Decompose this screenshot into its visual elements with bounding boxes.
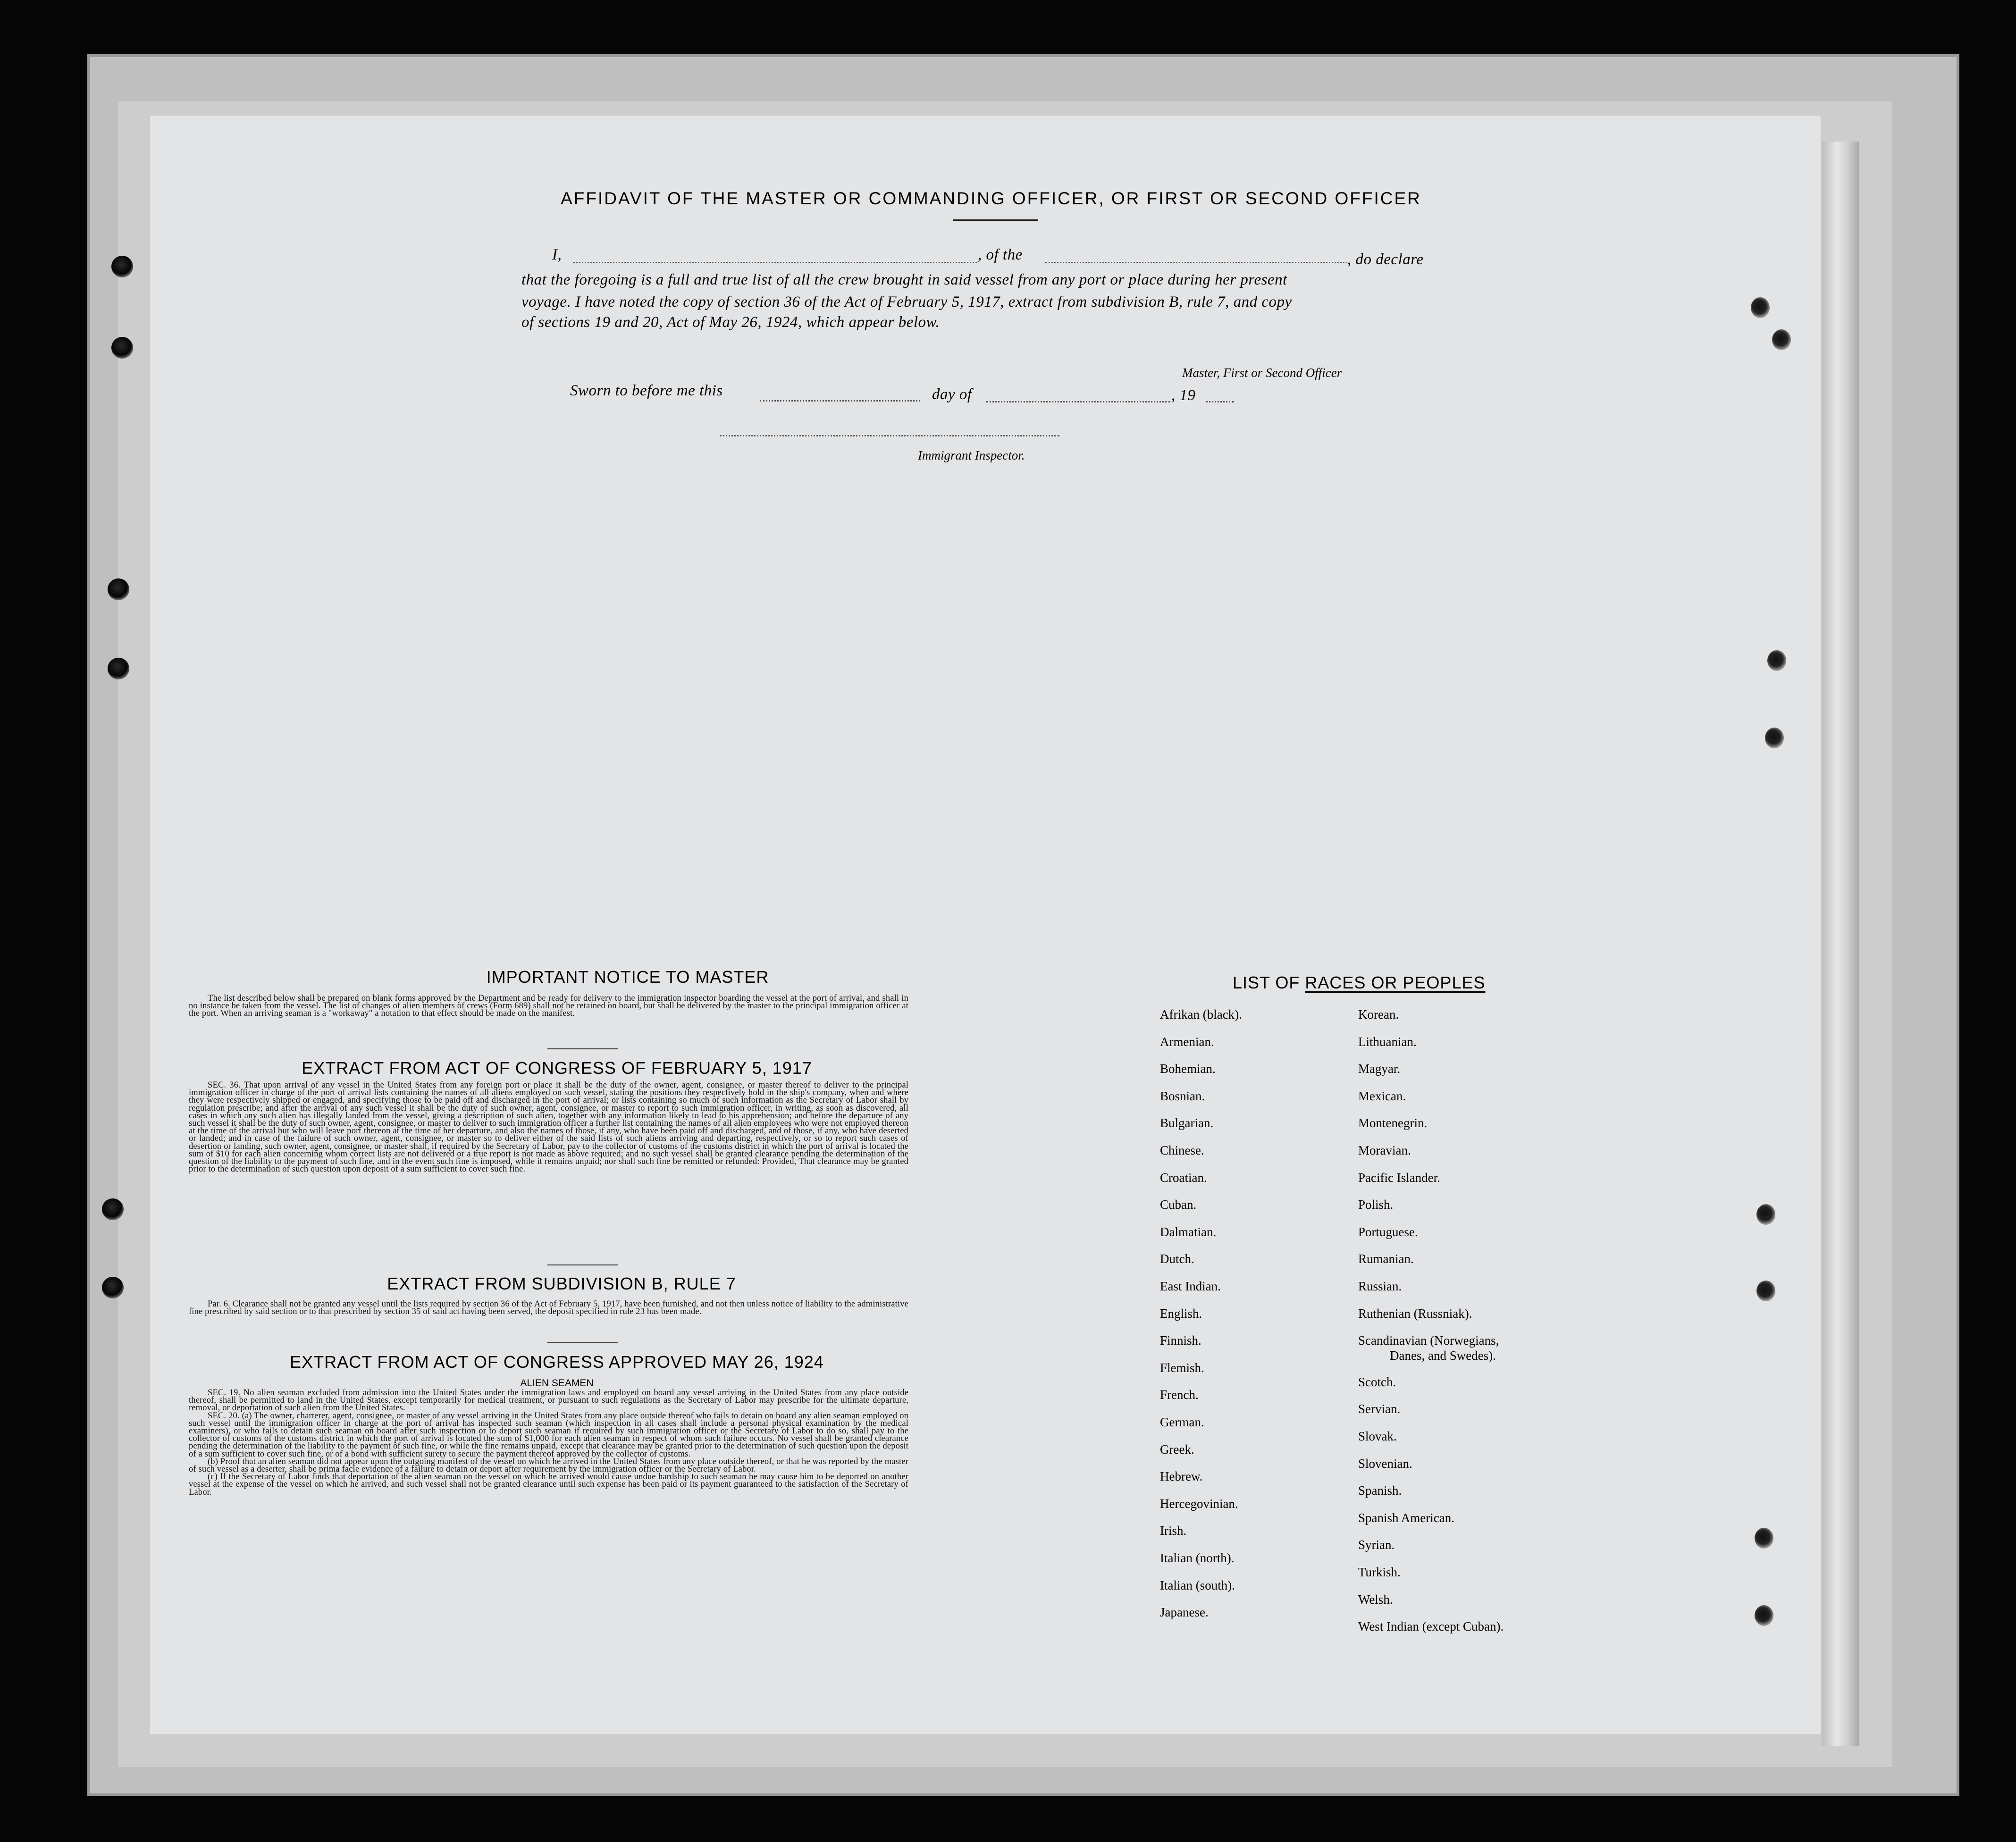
race-left-item: Cuban. (1160, 1197, 1197, 1212)
binder-hole (111, 337, 133, 359)
binder-hole (1756, 1281, 1775, 1301)
affidavit-title: AFFIDAVIT OF THE MASTER OR COMMANDING OFFICER, OR FIRST OR SECOND OFFICER (561, 189, 1421, 208)
sec20b-paragraph: (b) Proof that an alien seaman did not appear upon the outgoing manifest of the vessel on which he arrived in the United States from any place outside thereof, or that he was reported by the master of such vessel as a deserter, shall be prima facie evidence of a failure to detain or deport after requirement by the immigration officer or the Secretary of Labor. (189, 1457, 908, 1474)
binder-hole (1755, 1528, 1773, 1549)
binder-hole (102, 1198, 124, 1220)
race-right-item: Montenegrin. (1358, 1116, 1428, 1130)
race-right-item: Portuguese. (1358, 1225, 1418, 1239)
race-left-item: Greek. (1160, 1442, 1194, 1457)
race-left-item: Japanese. (1160, 1605, 1209, 1619)
race-left-item: English. (1160, 1306, 1202, 1321)
race-left-item: Bulgarian. (1160, 1116, 1214, 1130)
title-underline (953, 219, 1038, 221)
race-right-item: West Indian (except Cuban). (1358, 1619, 1504, 1633)
race-left-item: Dutch. (1160, 1252, 1194, 1266)
inspector-blank[interactable] (720, 435, 1059, 436)
race-right-item: Scotch. (1358, 1375, 1396, 1389)
race-left-item: Dalmatian. (1160, 1225, 1217, 1239)
declaration-line-2: that the foregoing is a full and true list of all the crew brought in said vessel from any port or place during her present (521, 271, 1287, 288)
race-left-item: Italian (north). (1160, 1551, 1235, 1565)
race-right-item: Servian. (1358, 1402, 1401, 1416)
race-left-item: Hercegovinian. (1160, 1497, 1238, 1511)
race-right-item: Korean. (1358, 1007, 1399, 1021)
race-right-item: Pacific Islander. (1358, 1171, 1440, 1185)
races-title-underlined: RACES OR PEOPLES (1305, 973, 1486, 992)
stacked-page-edges (1822, 142, 1859, 1746)
race-left-item: French. (1160, 1388, 1199, 1402)
sworn-label: Sworn to before me this (570, 382, 723, 399)
races-title-prefix: LIST OF (1233, 973, 1305, 992)
race-right-item: Slovenian. (1358, 1457, 1412, 1471)
race-left-item: German. (1160, 1415, 1204, 1429)
race-right-item: Ruthenian (Russniak). (1358, 1306, 1472, 1321)
day-blank[interactable] (760, 400, 920, 402)
race-left-item: Afrikan (black). (1160, 1007, 1242, 1021)
race-left-item: Chinese. (1160, 1143, 1204, 1157)
extract-rule7-title: EXTRACT FROM SUBDIVISION B, RULE 7 (387, 1274, 736, 1293)
race-right-item: Rumanian. (1358, 1252, 1414, 1266)
section-divider (547, 1048, 618, 1049)
notice-paragraph: The list described below shall be prepared on blank forms approved by the Department and be ready for delivery to the immigration inspector boarding the vessel at the port of arrival, and shall in no instance be taken from the vessel. The list of changes of alien members of crews (Form 689) shall not be retained on board, but shall be delivered by the master to the principal immigration officer at the port. When an arriving seaman is a "workaway" a notation to that effect should be made on the manifest. (189, 994, 908, 1019)
declaration-do-declare: , do declare (1347, 251, 1424, 268)
binder-hole (1765, 728, 1784, 748)
race-left-item: Irish. (1160, 1524, 1187, 1538)
binder-hole (108, 658, 129, 679)
race-right-item: Welsh. (1358, 1592, 1393, 1607)
race-left-item: East Indian. (1160, 1279, 1221, 1293)
name-blank[interactable] (573, 262, 977, 263)
binder-hole (102, 1277, 124, 1298)
extract-rule7-paragraph: Par. 6. Clearance shall not be granted any vessel until the lists required by section 36 of the Act of February 5, 1917, have been furnished, and not then unless notice of liability to the administrative fine prescribed by said section or to that prescribed by section 35 of said act having been served, the deposit specified in rule 23 has been made. (189, 1299, 908, 1317)
race-right-item: Spanish. (1358, 1483, 1402, 1498)
race-right-item: Polish. (1358, 1197, 1394, 1212)
declaration-line-3: voyage. I have noted the copy of section 36 of the Act of February 5, 1917, extract from subdivision B, rule 7, and copy (521, 293, 1292, 310)
race-left-item: Bohemian. (1160, 1062, 1216, 1076)
vessel-blank[interactable] (1045, 262, 1347, 263)
notice-body (189, 995, 908, 1018)
race-right-item: Magyar. (1358, 1062, 1401, 1076)
section-divider (547, 1342, 618, 1343)
binder-hole (1755, 1605, 1773, 1626)
extract-1924-title: EXTRACT FROM ACT OF CONGRESS APPROVED MAY 26, 1924 (290, 1352, 824, 1372)
declaration-line-4: of sections 19 and 20, Act of May 26, 1924, which appear below. (521, 314, 940, 331)
race-right-item: Syrian. (1358, 1538, 1395, 1552)
race-right-continuation: Danes, and Swedes). (1390, 1348, 1496, 1363)
alien-seamen-subtitle: ALIEN SEAMEN (520, 1378, 594, 1389)
race-right-item: Turkish. (1358, 1565, 1401, 1579)
race-right-item: Mexican. (1358, 1089, 1406, 1103)
binder-hole (1772, 329, 1791, 350)
race-right-item: Lithuanian. (1358, 1035, 1417, 1049)
race-left-item: Finnish. (1160, 1333, 1201, 1348)
sec20c-paragraph: (c) If the Secretary of Labor finds that deportation of the alien seaman on the vessel on which he arrived would cause undue hardship to such seaman he may cause him to be deported on another vessel at the expense of the vessel on which he arrived, and such vessel shall not be granted clearance until such expense has been paid or its payment guaranteed to the satisfaction of the Secretary of Labor. (189, 1472, 908, 1497)
extract-1924-body (189, 1389, 908, 1496)
binder-hole (1767, 650, 1786, 671)
race-left-item: Italian (south). (1160, 1578, 1235, 1592)
race-left-item: Armenian. (1160, 1035, 1214, 1049)
race-right-item: Slovak. (1358, 1429, 1397, 1443)
month-blank[interactable] (986, 401, 1170, 402)
extract-rule7-body (189, 1300, 908, 1315)
declaration-of-the: , of the (978, 246, 1023, 263)
sec20a-paragraph: SEC. 20. (a) The owner, charterer, agent, consignee, or master of any vessel arriving in the United States from any place outside thereof who fails to detain on board any alien seaman employed on such vessel until the immigration officer in charge at the port of arrival has inspected such seaman (which inspection in all cases shall include a personal physical examination by the medical examiners), or who fails to detain such seaman on board after such inspection or to deport such seaman if required by such immigration officer or the Secretary of Labor to do so, shall pay to the collector of customs of the customs district in which the port of arrival is located the sum of $1,000 for each alien seaman in respect of whom such failure occurs. No vessel shall be granted clearance pending the determination of the liability to the payment of such fine, or while the fine remains unpaid, except that clearance may be granted prior to the determination of such question upon the deposit of a sum sufficient to cover such fine, or of a bond with sufficient surety to secure the payment thereof approved by the collector of customs. (189, 1411, 908, 1459)
race-left-item: Hebrew. (1160, 1469, 1203, 1483)
binder-hole (108, 578, 129, 600)
inspector-label: Immigrant Inspector. (918, 448, 1025, 462)
race-left-item: Flemish. (1160, 1361, 1204, 1375)
races-list-title (1233, 973, 1486, 993)
day-of-label: day of (932, 386, 972, 403)
section-divider (547, 1264, 618, 1265)
extract-1917-body (189, 1081, 908, 1173)
binder-hole (1756, 1204, 1775, 1225)
year-blank[interactable] (1206, 401, 1234, 402)
race-left-item: Bosnian. (1160, 1089, 1205, 1103)
race-right-item: Moravian. (1358, 1143, 1411, 1157)
binder-hole (1751, 297, 1770, 318)
sec19-paragraph: SEC. 19. No alien seaman excluded from admission into the United States under the immigration laws and employed on board any vessel arriving in the United States from any place outside thereof, shall be permitted to land in the United States, except temporarily for medical treatment, or pursuant to such regulations as the Secretary of Labor may prescribe for the ultimate departure, removal, or deportation of such alien from the United States. (189, 1388, 908, 1413)
notice-title: IMPORTANT NOTICE TO MASTER (486, 967, 769, 987)
master-signature-label: Master, First or Second Officer (1182, 366, 1342, 380)
race-right-item: Russian. (1358, 1279, 1402, 1293)
declaration-i: I, (552, 246, 562, 263)
binder-hole (111, 256, 133, 277)
extract-1917-title: EXTRACT FROM ACT OF CONGRESS OF FEBRUARY 5, 1917 (302, 1058, 812, 1078)
race-right-item: Spanish American. (1358, 1511, 1454, 1525)
year-label: , 19 (1171, 387, 1196, 404)
extract-1917-paragraph: SEC. 36. That upon arrival of any vessel in the United States from any foreign port or place it shall be the duty of the owner, agent, consignee, or master thereof to deliver to the principal immigration officer in charge of the port of arrival lists containing the names of all aliens employed on such vessel, stating the positions they respectively hold in the ship's company, when and where they were respectively shipped or engaged, and specifying those to be paid off and discharged in the port of arrival; or lists containing so much of such information as the Secretary of Labor shall by regulation prescribe; and after the arrival of any such vessel it shall be the duty of such owner, agent, consignee, or master to report to such immigration officer, in writing, as soon as discovered, all cases in which any such alien has illegally landed from the vessel, giving a description of such alien, together with any information likely to lead to his apprehension; and before the departure of any such vessel it shall be the duty of such owner, agent, consignee, or master to deliver to such immigration officer a further list containing the names of all alien employees who were not employed thereon at the time of the arrival but who will leave port thereon at the time of her departure, and also the names of those, if any, who have been paid off and discharged, and of those, if any, who have deserted or landed; and in case of the failure of such owner, agent, consignee, or master so to deliver either of the said lists of such aliens arriving and departing, respectively, or so to report such cases of desertion or landing, such owner, agent, consignee, or master shall, if required by the Secretary of Labor, pay to the collector of customs of the customs district in which the port of arrival is located the sum of $10 for each alien concerning whom correct lists are not delivered or a true report is not made as above required; and no such vessel shall be granted clearance pending the determination of the question of the liability to the payment of such fine, and in the event such fine is imposed, while it remains unpaid; nor shall such fine be remitted or refunded: Provided, That clearance may be granted prior to the determination of such question upon deposit of a sum sufficient to cover such fine. (189, 1080, 908, 1174)
race-right-item: Scandinavian (Norwegians, (1358, 1333, 1499, 1348)
race-left-item: Croatian. (1160, 1171, 1207, 1185)
